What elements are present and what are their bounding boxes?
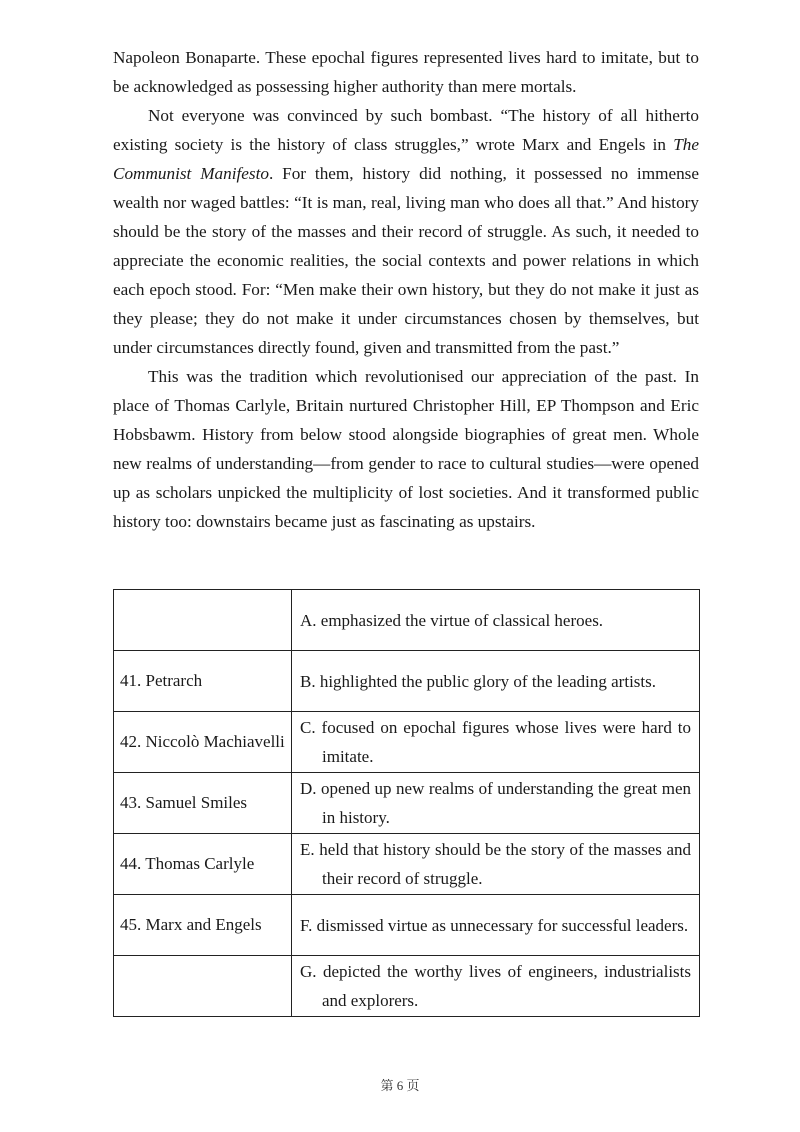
option-b: B. highlighted the public glory of the leading artists.	[300, 671, 656, 691]
passage-paragraph-2	[113, 101, 699, 362]
option-cell	[292, 773, 700, 834]
reading-passage	[113, 43, 699, 536]
item-cell: 43. Samuel Smiles	[114, 773, 292, 834]
table-row	[114, 712, 700, 773]
table-row	[114, 834, 700, 895]
option-cell	[292, 651, 700, 712]
table-row	[114, 895, 700, 956]
paragraph-2-text-b: . For them, history did nothing, it possessed no immense wealth nor waged battles: “It is man, real, living man who does all that.” And history should be the story of the masses and their record of struggle. As such, it needed to appreciate the economic realities, the social contexts and power relations in which each epoch stood. For: “Men make their own history, but they do not make it just as they please; they do not make it under circumstances chosen by themselves, but under circumstances directly found, given and transmitted from the past.”	[113, 164, 699, 357]
option-cell	[292, 956, 700, 1017]
option-cell	[292, 834, 700, 895]
option-g: G. depicted the worthy lives of engineers, industrialists and explorers.	[300, 962, 691, 1010]
option-cell	[292, 590, 700, 651]
item-cell: 44. Thomas Carlyle	[114, 834, 292, 895]
item-cell	[114, 590, 292, 651]
option-a: A. emphasized the virtue of classical heroes.	[300, 610, 604, 630]
item-cell: 45. Marx and Engels	[114, 895, 292, 956]
option-e: E. held that history should be the story of the masses and their record of struggle.	[300, 840, 691, 888]
item-cell: 42. Niccolò Machiavelli	[114, 712, 292, 773]
table-row	[114, 956, 700, 1017]
option-cell	[292, 712, 700, 773]
matching-table	[113, 589, 700, 1017]
table-row	[114, 651, 700, 712]
option-cell	[292, 895, 700, 956]
passage-paragraph-3: This was the tradition which revolutionised our appreciation of the past. In place of Thomas Carlyle, Britain nurtured Christopher Hill, EP Thompson and Eric Hobsbawm. History from below stood alongside biographies of great men. Whole new realms of understanding—from gender to race to cultural studies—were opened up as scholars unpicked the multiplicity of lost societies. And it transformed public history too: downstairs became just as fascinating as upstairs.	[113, 367, 699, 531]
table-row	[114, 773, 700, 834]
page-number: 第 6 页	[380, 1078, 420, 1093]
item-cell: 41. Petrarch	[114, 651, 292, 712]
item-cell	[114, 956, 292, 1017]
book-title: The Communist Manifesto	[113, 135, 699, 183]
option-f: F. dismissed virtue as unnecessary for successful leaders.	[300, 915, 689, 935]
table-row	[114, 590, 700, 651]
option-d: D. opened up new realms of understanding the great men in history.	[300, 779, 691, 827]
passage-paragraph-1: Napoleon Bonaparte. These epochal figures represented lives hard to imitate, but to be acknowledged as possessing higher authority than mere mortals.	[113, 48, 699, 96]
paragraph-2-text-a: Not everyone was convinced by such bombast. “The history of all hitherto existing society is the history of class struggles,” wrote Marx and Engels in	[113, 106, 699, 154]
option-c: C. focused on epochal figures whose lives were hard to imitate.	[300, 718, 691, 766]
